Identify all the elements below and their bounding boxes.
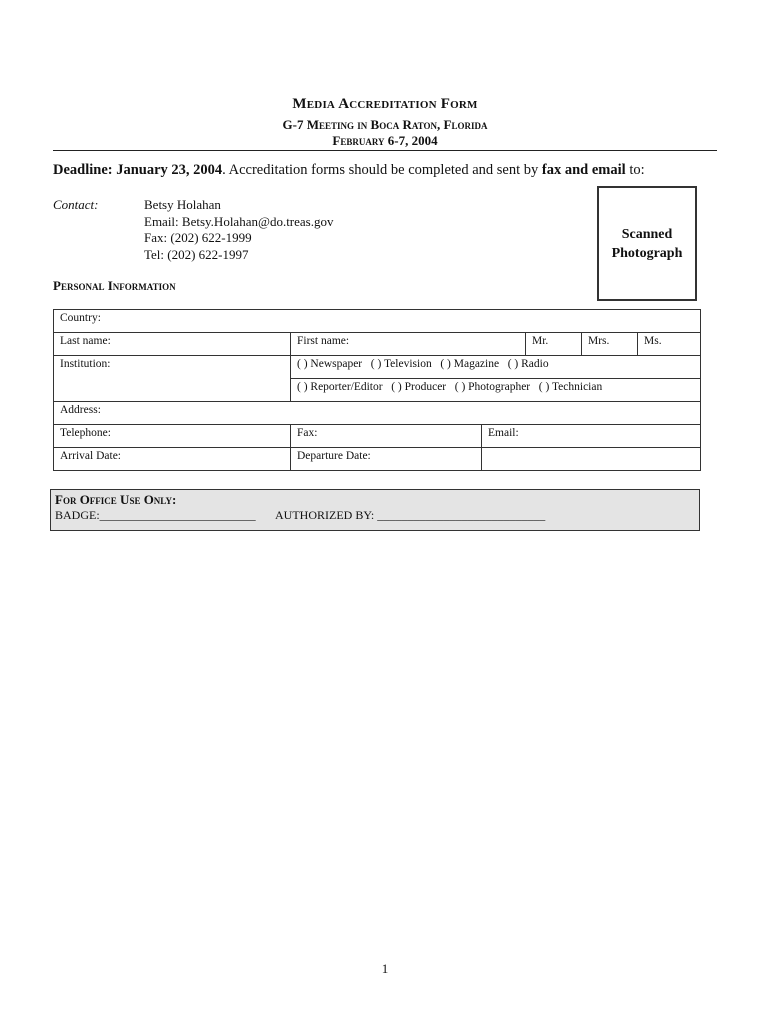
contact-label: Contact: — [53, 197, 99, 212]
contact-fax: Fax: (202) 622-1999 — [144, 230, 252, 245]
office-use-title: For Office Use Only: — [55, 492, 177, 507]
deadline-text-end: to: — [625, 162, 645, 178]
contact-details — [144, 197, 333, 263]
ms-option[interactable]: Ms. — [638, 333, 701, 356]
contact-email: Email: Betsy.Holahan@do.treas.gov — [144, 213, 334, 229]
mr-option[interactable]: Mr. — [526, 333, 582, 356]
deadline-label: Deadline: January 23, 2004 — [53, 162, 223, 178]
contact-tel: Tel: (202) 622-1997 — [144, 246, 249, 262]
contact-name: Betsy Holahan — [144, 197, 221, 212]
form-title: Media Accreditation Form — [292, 96, 478, 112]
section-title: Personal Information — [53, 278, 176, 293]
first-name-field[interactable]: First name: — [291, 333, 526, 356]
mrs-option[interactable]: Mrs. — [582, 333, 638, 356]
arrival-date-field[interactable]: Arrival Date: — [54, 448, 291, 471]
office-use-line — [55, 508, 695, 523]
email-field[interactable]: Email: — [482, 425, 701, 448]
fax-field[interactable]: Fax: — [291, 425, 482, 448]
country-field[interactable]: Country: — [54, 310, 701, 333]
badge-field[interactable]: BADGE:__________________________ — [55, 508, 256, 522]
deadline-paragraph — [53, 162, 645, 179]
address-field[interactable]: Address: — [54, 402, 701, 425]
authorized-by-field[interactable]: AUTHORIZED BY: ____________________________ — [275, 508, 546, 522]
role-options[interactable]: ( ) Reporter/Editor ( ) Producer ( ) Photographer ( ) Technician — [291, 379, 701, 402]
photo-placeholder[interactable] — [597, 186, 697, 301]
departure-date-field[interactable]: Departure Date: — [291, 448, 482, 471]
media-type-options[interactable]: ( ) Newspaper ( ) Television ( ) Magazine ( ) Radio — [291, 356, 701, 379]
page-number: 1 — [381, 961, 389, 976]
header-divider — [53, 150, 717, 151]
photo-label-line1: Scanned — [621, 226, 673, 242]
deadline-emphasis: fax and email — [541, 162, 626, 178]
deadline-text: . Accreditation forms should be completed and sent by — [222, 162, 542, 178]
photo-label-line2: Photograph — [611, 245, 683, 261]
last-name-field[interactable]: Last name: — [54, 333, 291, 356]
personal-info-table — [53, 309, 701, 471]
telephone-field[interactable]: Telephone: — [54, 425, 291, 448]
institution-field[interactable]: Institution: — [54, 356, 291, 402]
office-use-box — [50, 489, 700, 531]
form-subtitle: G-7 Meeting in Boca Raton, Florida — [282, 117, 488, 132]
form-dates: February 6-7, 2004 — [332, 133, 438, 148]
empty-cell — [482, 448, 701, 471]
